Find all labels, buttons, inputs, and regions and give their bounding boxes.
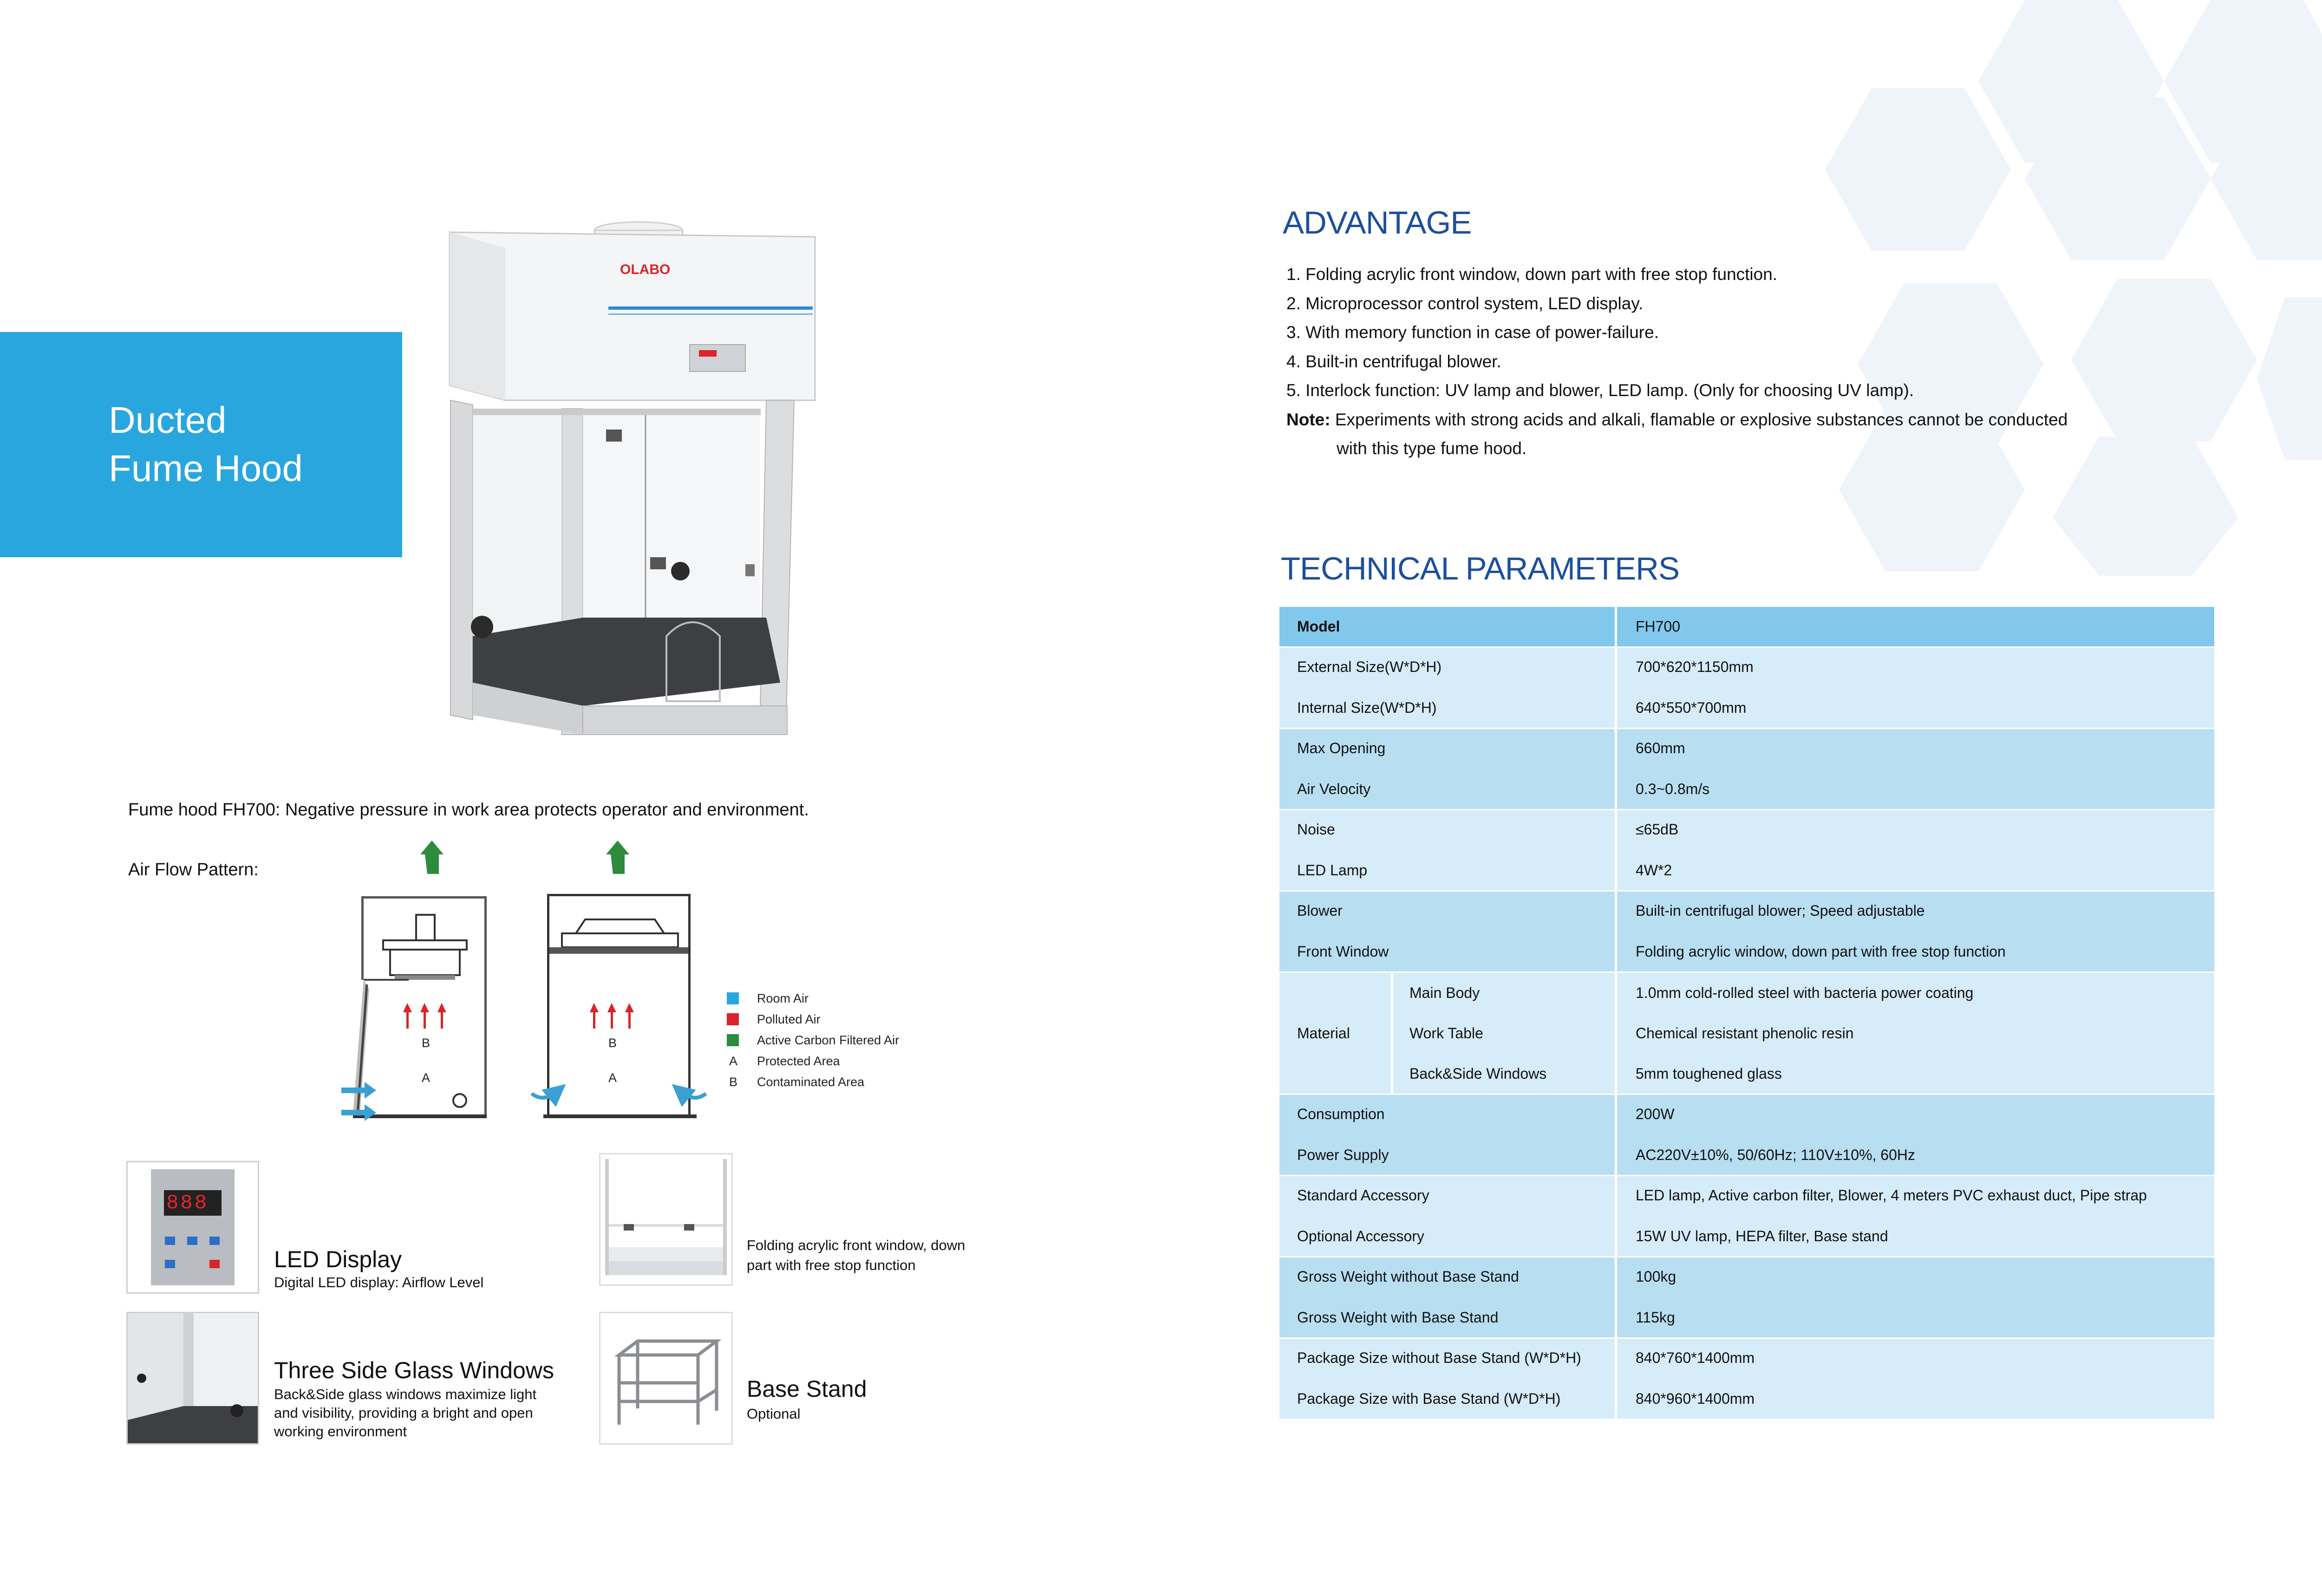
table-row: Back&Side Windows 5mm toughened glass: [1409, 1065, 1782, 1082]
legend-contaminated-area: Contaminated Area: [757, 1075, 865, 1089]
table-row: Max Opening 660mm: [1297, 740, 1685, 757]
base-stand-title: Base Stand: [747, 1376, 867, 1402]
table-row: Gross Weight without Base Stand 100kg: [1297, 1268, 1676, 1285]
base-stand-thumbnail: [599, 1312, 733, 1445]
table-row: Power Supply AC220V±10%, 50/60Hz; 110V±10%, 60Hz: [1297, 1147, 1915, 1164]
brand-logo: OLABO: [620, 262, 671, 277]
table-row: Noise ≤65dB: [1297, 821, 1679, 838]
legend-filtered-air: Active Carbon Filtered Air: [757, 1033, 900, 1047]
banner-title-line2: Fume Hood: [109, 448, 303, 489]
advantage-item: 4. Built-in centrifugal blower.: [1286, 352, 1501, 371]
table-row: Internal Size(W*D*H) 640*550*700mm: [1297, 699, 1747, 717]
advantage-heading: ADVANTAGE: [1283, 205, 1472, 241]
table-row: Gross Weight with Base Stand 115kg: [1297, 1309, 1675, 1326]
table-row: Blower Built-in centrifugal blower; Speed adjustable: [1297, 902, 1925, 919]
legend-room-air: Room Air: [757, 991, 809, 1005]
table-row: Package Size without Base Stand (W*D*H) 840*760*1400mm: [1297, 1349, 1755, 1367]
zone-b-label-1: B: [422, 1036, 430, 1050]
control-panel: [151, 1169, 235, 1285]
led-display-desc: Digital LED display: Airflow Level: [274, 1274, 484, 1290]
zone-a-label-1: A: [422, 1071, 430, 1085]
zone-a-label-2: A: [608, 1071, 617, 1085]
model-label: Model: [1297, 618, 1340, 635]
glass-windows-desc-line3: working environment: [274, 1423, 407, 1440]
legend-swatch-polluted-air: [727, 1013, 739, 1025]
model-value: FH700: [1636, 618, 1681, 635]
airflow-diagram-2: [532, 840, 706, 1118]
legend-letter-b: B: [729, 1075, 738, 1089]
banner-title-line1: Ducted: [109, 399, 227, 441]
glass-windows-desc-line1: Back&Side glass windows maximize light: [274, 1386, 537, 1402]
led-display-thumbnail: [126, 1161, 259, 1294]
table-row: Package Size with Base Stand (W*D*H) 840*960*1400mm: [1297, 1390, 1755, 1407]
title-banner: [0, 332, 402, 557]
airflow-diagram-1: [341, 840, 487, 1121]
front-window-desc-line1: Folding acrylic front window, down: [747, 1237, 965, 1253]
table-row: Optional Accessory 15W UV lamp, HEPA filter, Base stand: [1297, 1228, 1888, 1245]
table-row: Consumption 200W: [1297, 1106, 1675, 1123]
zone-b-label-2: B: [608, 1036, 617, 1050]
glass-windows-desc-line2: and visibility, providing a bright and open: [274, 1405, 533, 1421]
base-stand-desc: Optional: [747, 1406, 801, 1422]
glass-windows-thumbnail: [126, 1312, 259, 1445]
advantage-item: 1. Folding acrylic front window, down part with free stop function.: [1286, 265, 1778, 284]
legend-letter-a: A: [729, 1054, 738, 1068]
legend-protected-area: Protected Area: [757, 1054, 840, 1068]
advantage-item: 5. Interlock function: UV lamp and blower, LED lamp. (Only for choosing UV lamp).: [1286, 381, 1914, 400]
note-line2: with this type fume hood.: [1337, 439, 1527, 458]
table-row: Standard Accessory LED lamp, Active carbon filter, Blower, 4 meters PVC exhaust duct, Pipe strap: [1297, 1187, 2147, 1204]
led-display-title: LED Display: [274, 1246, 402, 1272]
advantage-item: 3. With memory function in case of power-failure.: [1286, 323, 1659, 342]
tech-params-heading: TECHNICAL PARAMETERS: [1281, 551, 1679, 586]
product-caption: Fume hood FH700: Negative pressure in work area protects operator and environment.: [128, 800, 809, 820]
table-row: Work Table Chemical resistant phenolic resin: [1409, 1025, 1854, 1042]
table-row: Air Velocity 0.3~0.8m/s: [1297, 781, 1710, 798]
fume-hood-photo: [441, 218, 827, 743]
airflow-diagram: [325, 836, 975, 1138]
airflow-label: Air Flow Pattern:: [128, 860, 259, 879]
legend-polluted-air: Polluted Air: [757, 1012, 821, 1026]
table-row: External Size(W*D*H) 700*620*1150mm: [1297, 658, 1754, 676]
advantage-note: [1286, 405, 2169, 435]
legend-swatch-room-air: [727, 992, 739, 1004]
led-readout: 888: [166, 1192, 209, 1215]
table-row: LED Lamp 4W*2: [1297, 862, 1672, 879]
advantage-item: 2. Microprocessor control system, LED display.: [1286, 293, 1644, 313]
front-window-desc-line2: part with free stop function: [747, 1257, 916, 1273]
glass-windows-title: Three Side Glass Windows: [274, 1357, 554, 1383]
table-row: Front Window Folding acrylic window, down part with free stop function: [1297, 943, 2006, 960]
table-row: Main Body 1.0mm cold-rolled steel with bacteria power coating: [1409, 984, 1974, 1002]
front-window-thumbnail: [599, 1153, 733, 1286]
legend-swatch-filtered-air: [727, 1034, 739, 1046]
table-header-row: [1279, 607, 2214, 646]
note-line1: Experiments with strong acids and alkali, flamable or explosive substances cannot be conducted: [1335, 410, 2068, 429]
advantage-list: [1286, 260, 2169, 463]
material-label: Material: [1297, 1024, 1350, 1042]
note-label: Note:: [1286, 410, 1331, 429]
